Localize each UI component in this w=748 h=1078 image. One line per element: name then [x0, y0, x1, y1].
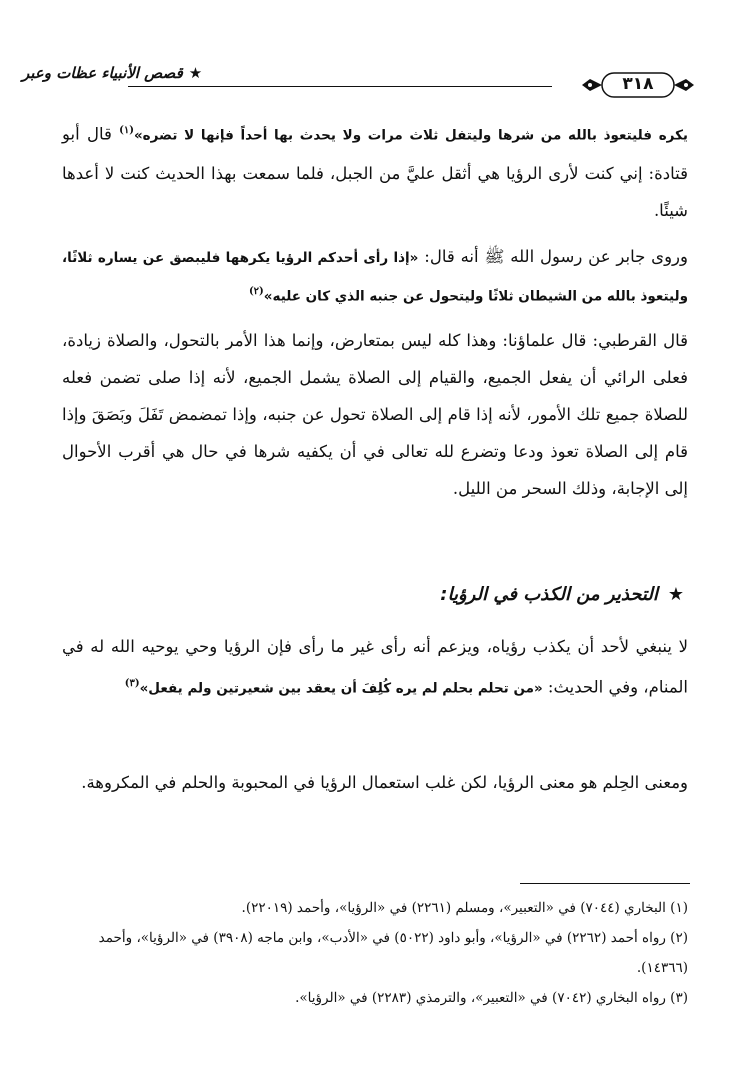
section-heading	[440, 584, 684, 605]
paragraph-5: ومعنى الحِلم هو معنى الرؤيا، لكن غلب استعمال الرؤيا في المحبوبة والحلم في المكروهة.	[81, 773, 688, 792]
footnote-ref[interactable]: (٣)	[124, 678, 140, 689]
footnote-3: (٣) رواه البخاري (٧٠٤٢) في «التعبير»، والترمذي (٢٢٨٣) في «الرؤيا».	[295, 990, 688, 1006]
footnote-2: (٢) رواه أحمد (٢٢٦٢) في «الرؤيا»، وأبو داود (٥٠٢٢) في «الأدب»، وابن ماجه (٣٩٠٨) في «الرؤيا»، وأحمد (١٤٣٦٦).	[98, 930, 688, 976]
footnote-ref[interactable]: (٢)	[248, 286, 264, 297]
footnotes	[62, 893, 688, 1013]
hadith-quote: «من تحلم بحلم لم يره كُلِفَ أن يعقد بين شعيرتين ولم يفعل»	[139, 680, 543, 697]
heading-text: التحذير من الكذب في الرؤيا:	[440, 584, 658, 605]
hadith-quote: يكره فليتعوذ بالله من شرها وليتفل ثلاث مرات ولا يحدث بها أحداً فإنها لا تضره»	[133, 127, 688, 144]
paragraph-text: وروى جابر عن رسول الله ﷺ أنه قال:	[424, 247, 688, 266]
footnote-divider	[520, 883, 690, 884]
footnote-1: (١) البخاري (٧٠٤٤) في «التعبير»، ومسلم (٢٢٦١) في «الرؤيا»، وأحمد (٢٢٠١٩).	[241, 900, 688, 916]
page-number-ornament	[578, 68, 698, 102]
footnote-ref[interactable]: (١)	[119, 125, 134, 136]
paragraph-text: لا ينبغي لأحد أن يكذب رؤياه، ويزعم أنه رأى غير ما رأى فإن الرؤيا وحي يوحيه الله له في المنام، وفي الحديث:	[62, 637, 688, 697]
page-number: ٣١٨	[622, 74, 654, 94]
book-title: قصص الأنبياء عظات وعبر	[22, 64, 183, 82]
hadith-quote: «إذا رأى أحدكم الرؤيا يكرهها فليبصق عن يساره ثلاثًا، وليتعوذ بالله من الشيطان ثلاثًا وليتحول عن جنبه الذي كان عليه»	[62, 250, 688, 305]
paragraph-2	[62, 240, 688, 314]
header-rule	[128, 86, 552, 87]
paragraph-3: قال القرطبي: قال علماؤنا: وهذا كله ليس بمتعارض، وإنما هذا الأمر بالتحول، والصلاة زيادة، فعلى الرائي أن يفعل الجميع، والقيام إلى الصلاة يشمل الجميع، لأنه إذا صلى تضمن فعله للصلاة جميع تلك الأمور، لأنه إذا قام إلى الصلاة تحول عن جنبه، وإذا تمضمض تَفَلَ وبَصَقَ وإذا قام إلى الصلاة تعوذ ودعا وتضرع لله تعالى في أن يكفيه شرها في حال هي أقرب الأحوال إلى الإجابة، وذلك السحر من الليل.	[62, 331, 688, 498]
paragraph-text: قال أبو قتادة: إني كنت لأرى الرؤيا هي أثقل عليَّ من الجبل، فلما سمعت بهذا الحديث كنت لا أعدها شيئًا.	[62, 124, 688, 220]
star-icon: ★	[667, 584, 684, 605]
paragraph-1	[62, 112, 688, 229]
running-header	[22, 64, 232, 82]
star-icon: ★	[188, 64, 203, 82]
paragraph-4	[62, 628, 688, 708]
